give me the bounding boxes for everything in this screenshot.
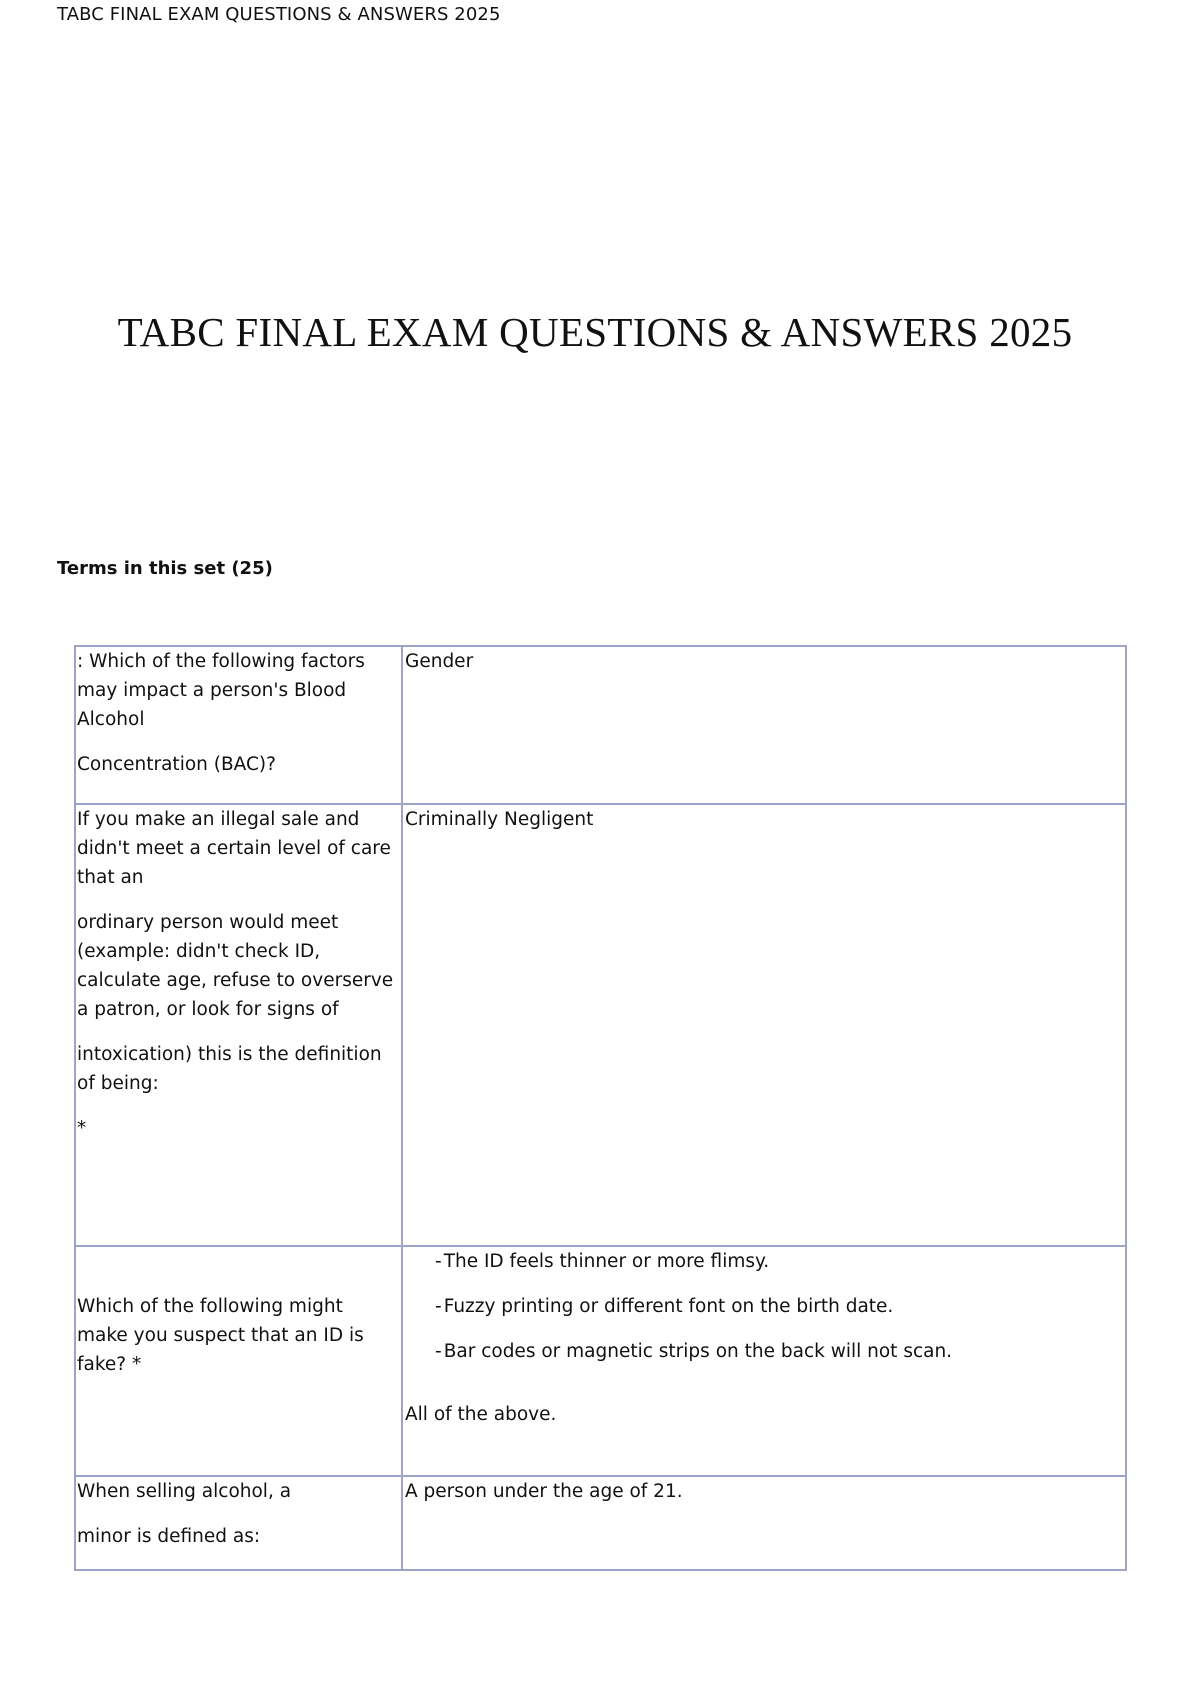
answer-text: Gender — [405, 651, 474, 672]
question-cell — [75, 804, 402, 1246]
answer-bullet: - Bar codes or magnetic strips on the back will not scan. — [435, 1337, 1125, 1366]
question-text: When selling alcohol, a — [77, 1481, 292, 1502]
running-header: TABC FINAL EXAM QUESTIONS & ANSWERS 2025 — [57, 4, 501, 25]
answer-cell — [402, 1476, 1126, 1570]
question-text: Which of the following might make you suspect that an ID is fake? * — [77, 1296, 364, 1375]
table-row — [75, 804, 1126, 1246]
question-cell — [75, 646, 402, 804]
question-text: : Which of the following factors may impact a person's Blood Alcohol — [77, 651, 365, 730]
document-title: TABC FINAL EXAM QUESTIONS & ANSWERS 2025 — [117, 309, 1073, 355]
question-text: If you make an illegal sale and didn't meet a certain level of care that an — [77, 809, 391, 888]
terms-count-heading: Terms in this set (25) — [57, 558, 273, 579]
question-text: intoxication) this is the definition of being: — [77, 1044, 382, 1094]
question-text: minor is defined as: — [77, 1526, 261, 1547]
answer-text: All of the above. — [405, 1404, 557, 1425]
answer-cell — [402, 646, 1126, 804]
answer-bullet-list — [405, 1247, 1125, 1366]
answer-bullet: - The ID feels thinner or more flimsy. — [435, 1247, 1125, 1276]
table-row — [75, 1246, 1126, 1476]
question-text: ordinary person would meet (example: didn't check ID, calculate age, refuse to overserve a patron, or look for signs of — [77, 912, 394, 1020]
qa-table — [74, 645, 1127, 1571]
question-text: Concentration (BAC)? — [77, 754, 276, 775]
answer-bullet: - Fuzzy printing or different font on the birth date. — [435, 1292, 1125, 1321]
answer-text: A person under the age of 21. — [405, 1481, 683, 1502]
answer-cell — [402, 804, 1126, 1246]
answer-cell — [402, 1246, 1126, 1476]
question-cell — [75, 1246, 402, 1476]
answer-text: Criminally Negligent — [405, 809, 594, 830]
table-row — [75, 646, 1126, 804]
question-text: * — [77, 1118, 87, 1139]
question-cell — [75, 1476, 402, 1570]
table-row — [75, 1476, 1126, 1570]
